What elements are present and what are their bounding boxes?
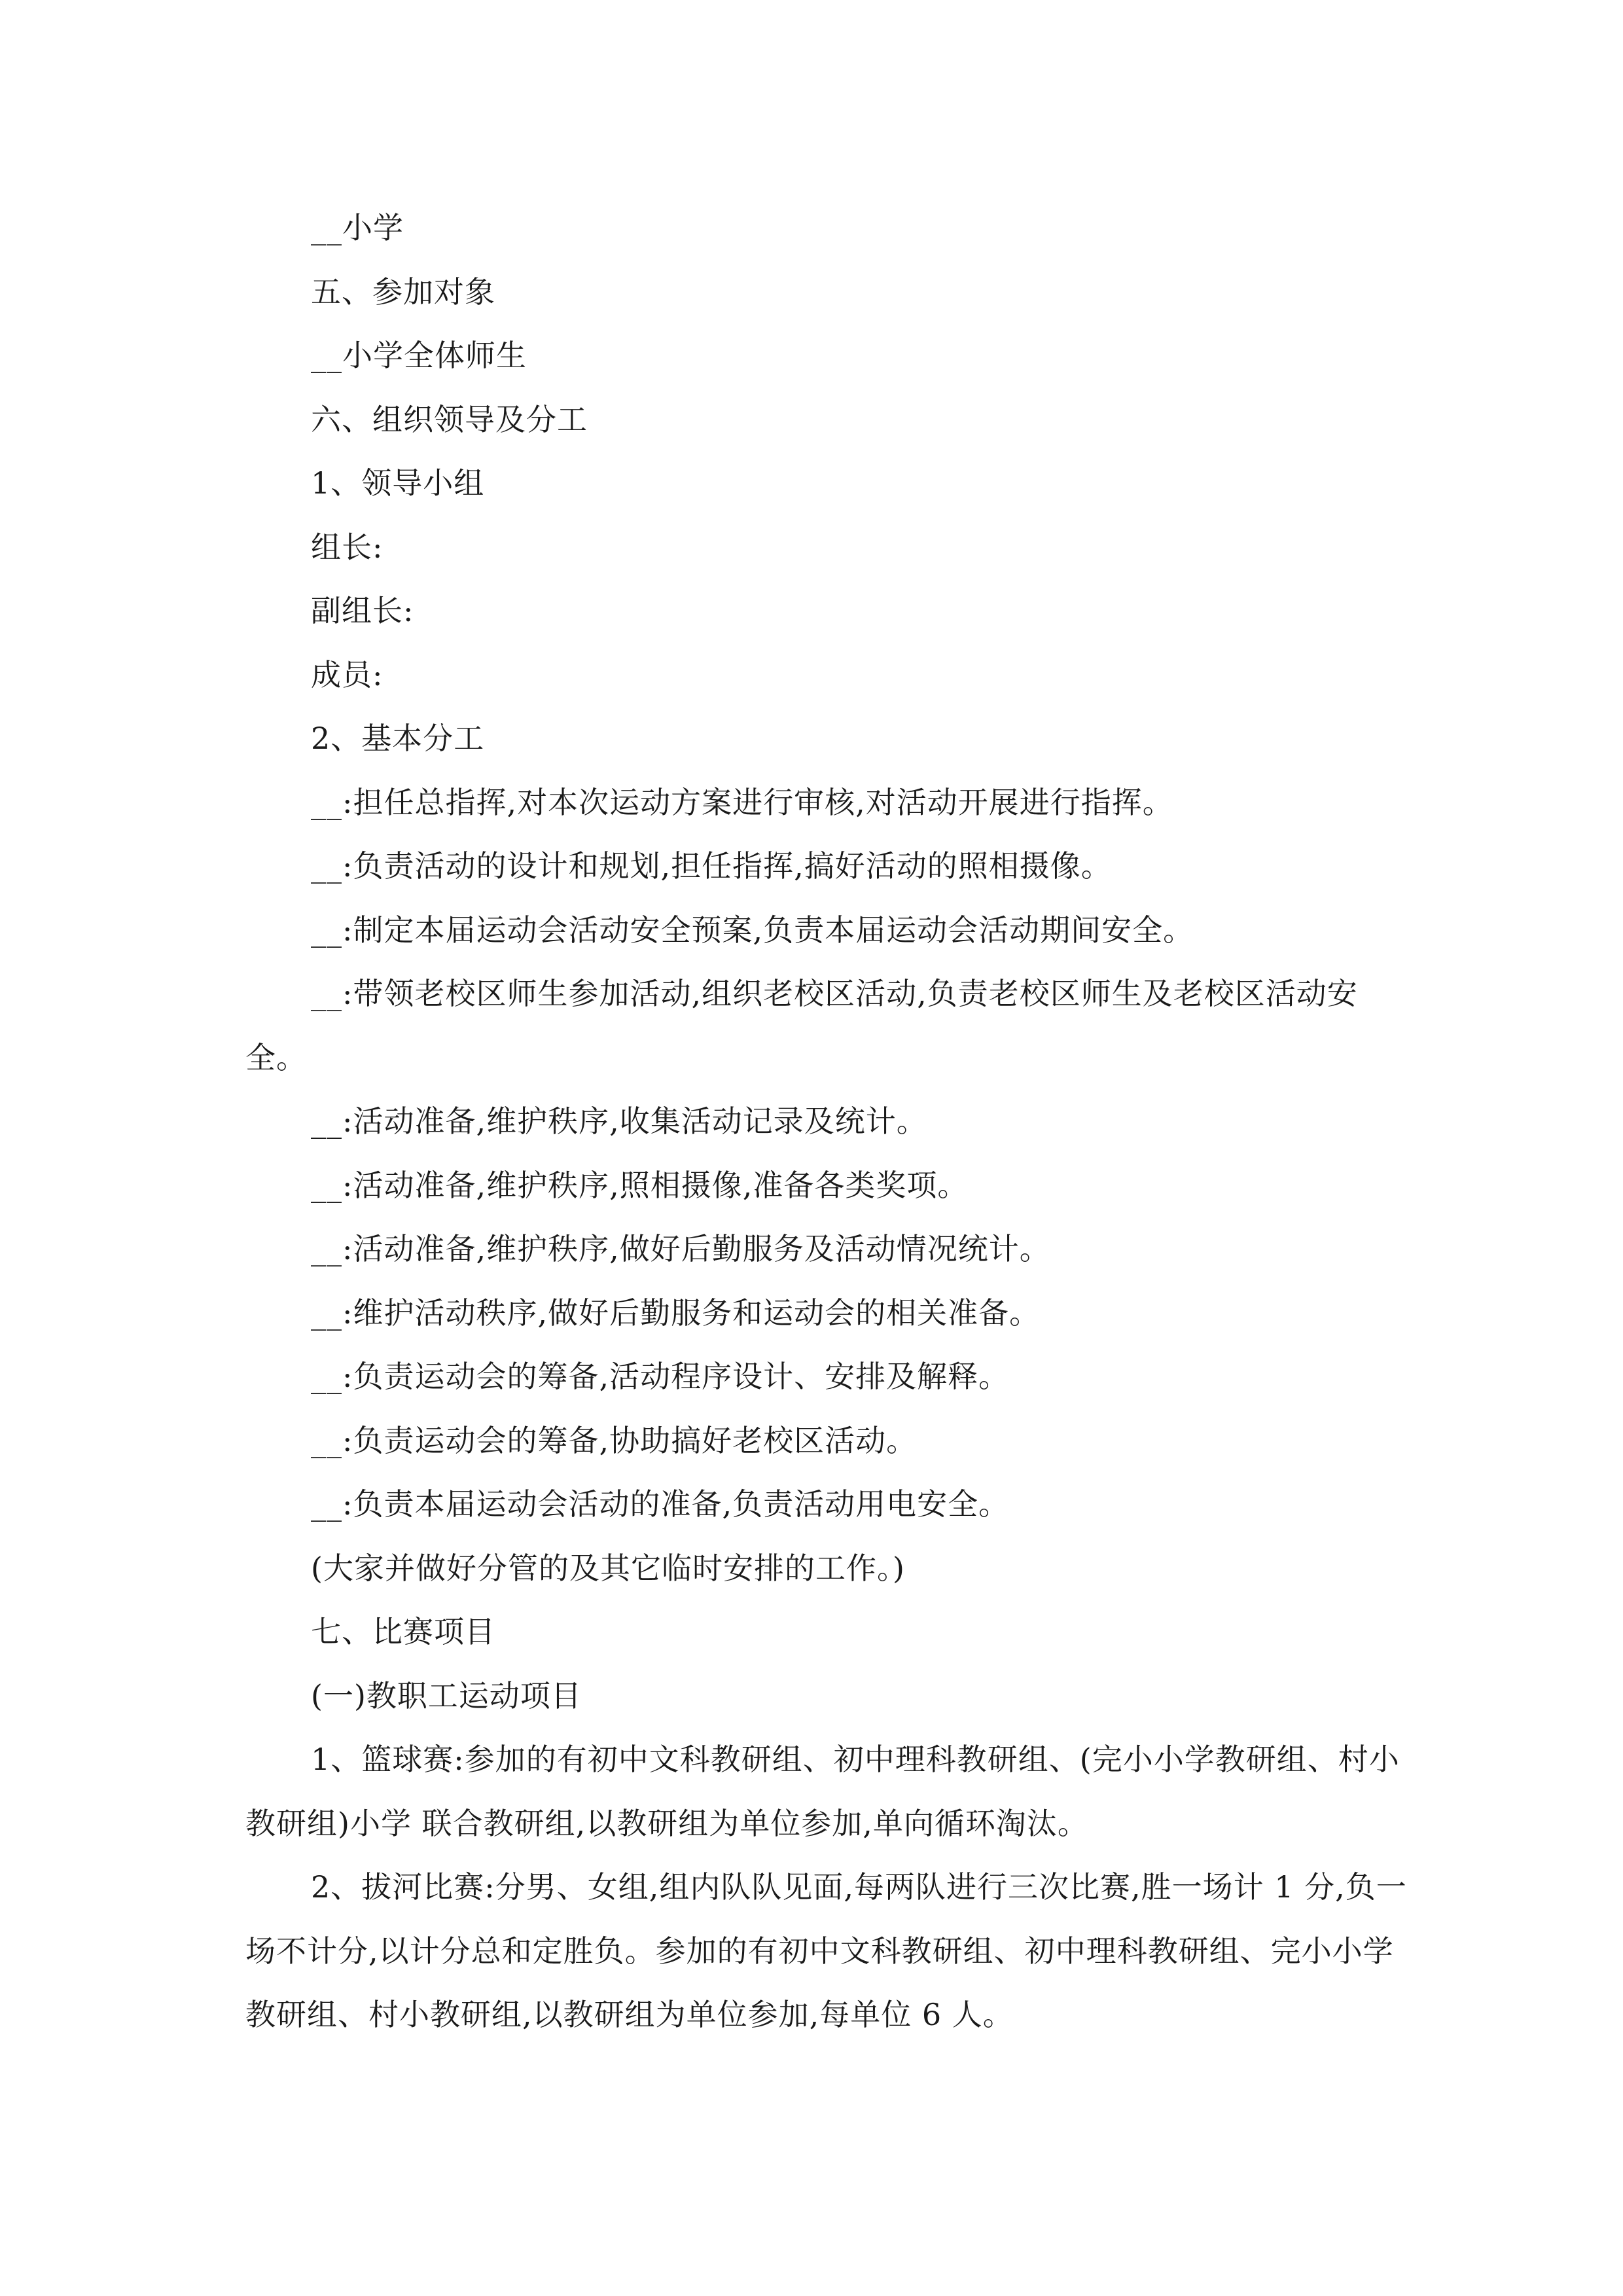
paragraph-deputy-leader: 副组长: bbox=[311, 593, 414, 628]
duty-item: __:负责活动的设计和规划,担任指挥,搞好活动的照相摄像。 bbox=[311, 848, 1112, 884]
paragraph-participants: __小学全体师生 bbox=[311, 338, 527, 373]
paragraph-school-name: __小学 bbox=[311, 210, 404, 245]
paragraph-leader: 组长: bbox=[311, 529, 383, 565]
heading-organization: 六、组织领导及分工 bbox=[311, 401, 588, 437]
duty-item: __:担任总指挥,对本次运动方案进行审核,对活动开展进行指挥。 bbox=[311, 784, 1173, 820]
paragraph-basketball: 1、篮球赛:参加的有初中文科教研组、初中理科教研组、(完小小学教研组、村小教研组)小学 联合教研组,以教研组为单位参加,单向循环淘汰。 bbox=[245, 1742, 1400, 1841]
duty-item: __:负责本届运动会活动的准备,负责活动用电安全。 bbox=[311, 1486, 1010, 1522]
duty-item: __:活动准备,维护秩序,照相摄像,准备各类奖项。 bbox=[311, 1167, 969, 1203]
duty-item: __:活动准备,维护秩序,收集活动记录及统计。 bbox=[311, 1103, 927, 1139]
heading-competition-events: 七、比赛项目 bbox=[311, 1614, 495, 1649]
document-body bbox=[245, 196, 1410, 2047]
paragraph-members: 成员: bbox=[311, 656, 383, 692]
duty-item: __:制定本届运动会活动安全预案,负责本届运动会活动期间安全。 bbox=[311, 912, 1194, 948]
duty-item: __:负责运动会的筹备,活动程序设计、安排及解释。 bbox=[311, 1359, 1010, 1394]
paragraph-tug-of-war: 2、拔河比赛:分男、女组,组内队队见面,每两队进行三次比赛,胜一场计 1 分,负一场不计分,以计分总和定胜负。参加的有初中文科教研组、初中理科教研组、完小小学教研组、村小教研组,以教研组为单位参加,每单位 6 人。 bbox=[245, 1869, 1407, 2032]
duty-item: __:带领老校区师生参加活动,组织老校区活动,负责老校区师生及老校区活动安全。 bbox=[245, 976, 1358, 1075]
duty-item: __:负责运动会的筹备,协助搞好老校区活动。 bbox=[311, 1422, 918, 1458]
heading-participants: 五、参加对象 bbox=[311, 274, 495, 310]
duty-item: __:活动准备,维护秩序,做好后勤服务及活动情况统计。 bbox=[311, 1231, 1050, 1266]
duty-item: __:维护活动秩序,做好后勤服务和运动会的相关准备。 bbox=[311, 1295, 1041, 1331]
paragraph-note: (大家并做好分管的及其它临时安排的工作。) bbox=[311, 1550, 905, 1586]
subheading-leadership-group: 1、领导小组 bbox=[311, 465, 485, 501]
subheading-division-of-work: 2、基本分工 bbox=[311, 721, 485, 756]
subheading-staff-events: (一)教职工运动项目 bbox=[311, 1677, 582, 1713]
